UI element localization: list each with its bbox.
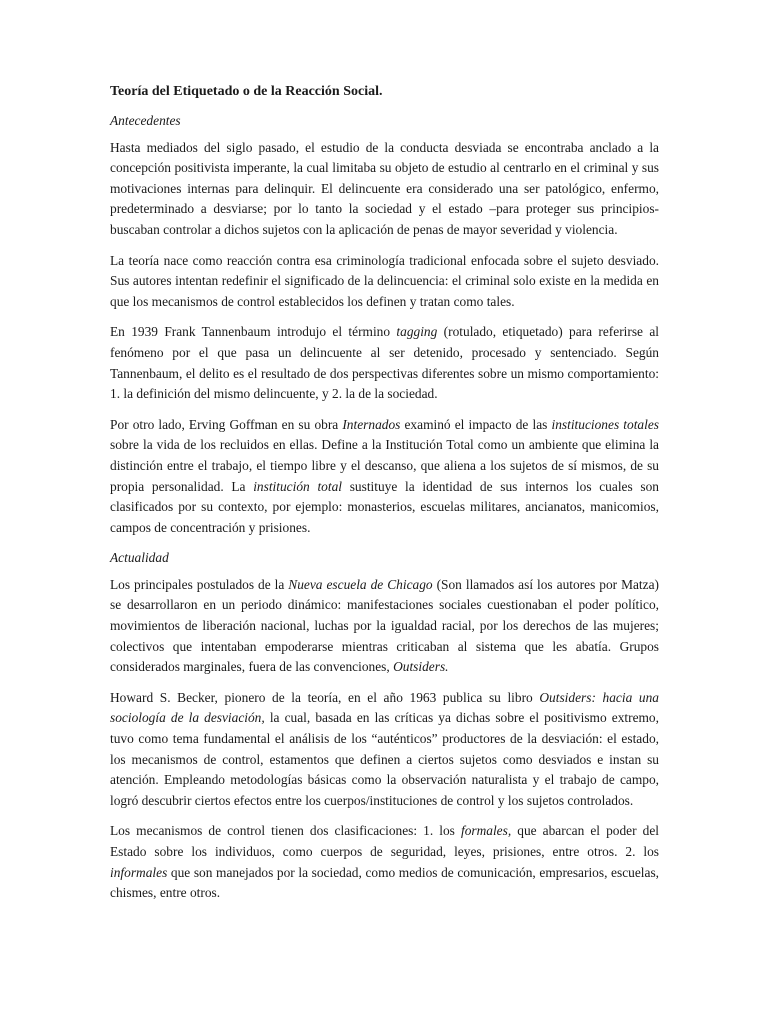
paragraph-7-emphasis-formales: formales, bbox=[460, 823, 512, 839]
paragraph-6-text-a: Howard S. Becker, pionero de la teoría, en el año 1963 publica su libro bbox=[110, 689, 540, 705]
paragraph-1: Hasta mediados del siglo pasado, el estudio de la conducta desviada se encontraba anclado a la concepción positivista imperante, la cual limitaba su objeto de estudio al centrarlo en el criminal y sus motivaciones internas para delinquir. El delincuente era considerado una ser patológico, enfermo, predeterminado a desviarse; por lo tanto la sociedad y el estado –para proteger sus principios- buscaban controlar a dichos sujetos con la aplicación de penas de mayor severidad y violencia. bbox=[110, 139, 659, 237]
section-heading-antecedentes: Antecedentes bbox=[110, 113, 181, 128]
paragraph-4-text-a: Por otro lado, Erving Goffman en su obra bbox=[110, 416, 343, 432]
paragraph-4 bbox=[110, 415, 659, 539]
paragraph-5-emphasis-outsiders: Outsiders. bbox=[393, 659, 449, 675]
paragraph-6-emphasis-book-title: Outsiders: hacia una sociología de la desviación, bbox=[110, 689, 659, 726]
paragraph-4-emphasis-institucion-total: institución total bbox=[253, 478, 342, 494]
paragraph-5 bbox=[110, 575, 659, 678]
paragraph-5-text-a: Los principales postulados de la bbox=[110, 576, 289, 592]
paragraph-7-text-a: Los mecanismos de control tienen dos clasificaciones: 1. los bbox=[110, 823, 461, 839]
paragraph-4-text-c: sobre la vida de los recluidos en ellas. Define a la Institución Total como un ambiente que elimina la distinción entre el trabajo, el tiempo libre y el descanso, que aliena a los sujetos de sí mismos, de su propia personalidad. La bbox=[110, 437, 659, 494]
paragraph-7 bbox=[110, 821, 659, 903]
paragraph-3-emphasis-tagging: tagging bbox=[396, 324, 438, 340]
section-heading-actualidad: Actualidad bbox=[110, 550, 169, 566]
paragraph-7-text-c: que son manejados por la sociedad, como medios de comunicación, empresarios, escuelas, chismes, entre otros. bbox=[110, 864, 659, 901]
paragraph-5-emphasis-nueva-escuela: Nueva escuela de Chicago bbox=[288, 576, 433, 592]
paragraph-2: La teoría nace como reacción contra esa criminología tradicional enfocada sobre el sujeto desviado. Sus autores intentan redefinir el significado de la delincuencia: el criminal solo existe en la medida en que los mecanismos de control establecidos los definen y tratan como tales. bbox=[110, 252, 659, 309]
paragraph-3-text-a: En 1939 Frank Tannenbaum introdujo el término bbox=[110, 324, 397, 340]
paragraph-7-text-b: que abarcan el poder del Estado sobre los individuos, como cuerpos de seguridad, leyes, prisiones, entre otros. 2. los bbox=[110, 823, 659, 859]
paragraph-4-text-d: sustituye la identidad de sus internos los cuales son clasificados por su contexto, por ejemplo: monasterios, escuelas militares, ancianatos, manicomios, campos de concentración y prisiones. bbox=[110, 478, 659, 535]
paragraph-4-emphasis-internados: Internados bbox=[342, 416, 401, 432]
paragraph-7-emphasis-informales: informales bbox=[110, 864, 168, 880]
document-page bbox=[110, 82, 659, 914]
paragraph-6-text-b: la cual, basada en las críticas ya dichas sobre el positivismo extremo, tuvo como tema fundamental el análisis de los “auténticos” productores de la desviación: el estado, los mecanismos de control, estamentos que definen a ciertos sujetos como desviados e instan su atención. Empleando metodologías básicas como la observación naturalista y el trabajo de campo, logró descubrir ciertos efectos entre los cuerpos/instituciones de control y los sujetos controlados. bbox=[110, 710, 659, 808]
paragraph-5-text-b: (Son llamados así los autores por Matza) se desarrollaron en un periodo dinámico: manifestaciones sociales cuestionaban el poder político, movimientos de liberación nacional, luchas por la igualdad racial, por los derechos de las mujeres; colectivos que intentaban empoderarse mientras criticaban al sistema que les abatía. Grupos considerados marginales, fuera de las convenciones, bbox=[110, 576, 660, 675]
document-title: Teoría del Etiquetado o de la Reacción Social. bbox=[110, 84, 383, 99]
paragraph-4-text-b: examinó el impacto de las bbox=[400, 416, 552, 432]
paragraph-3-text-b: (rotulado, etiquetado) para referirse al fenómeno por el que pasa un delincuente al ser detenido, procesado y sentenciado. Según Tannenbaum, el delito es el resultado de dos perspectivas diferentes sobre un mismo comportamiento: 1. la definición del mismo delincuente, y 2. la de la sociedad. bbox=[110, 324, 659, 402]
paragraph-6 bbox=[110, 688, 659, 812]
paragraph-4-emphasis-instituciones-totales: instituciones totales bbox=[551, 416, 659, 432]
paragraph-3 bbox=[110, 322, 659, 404]
